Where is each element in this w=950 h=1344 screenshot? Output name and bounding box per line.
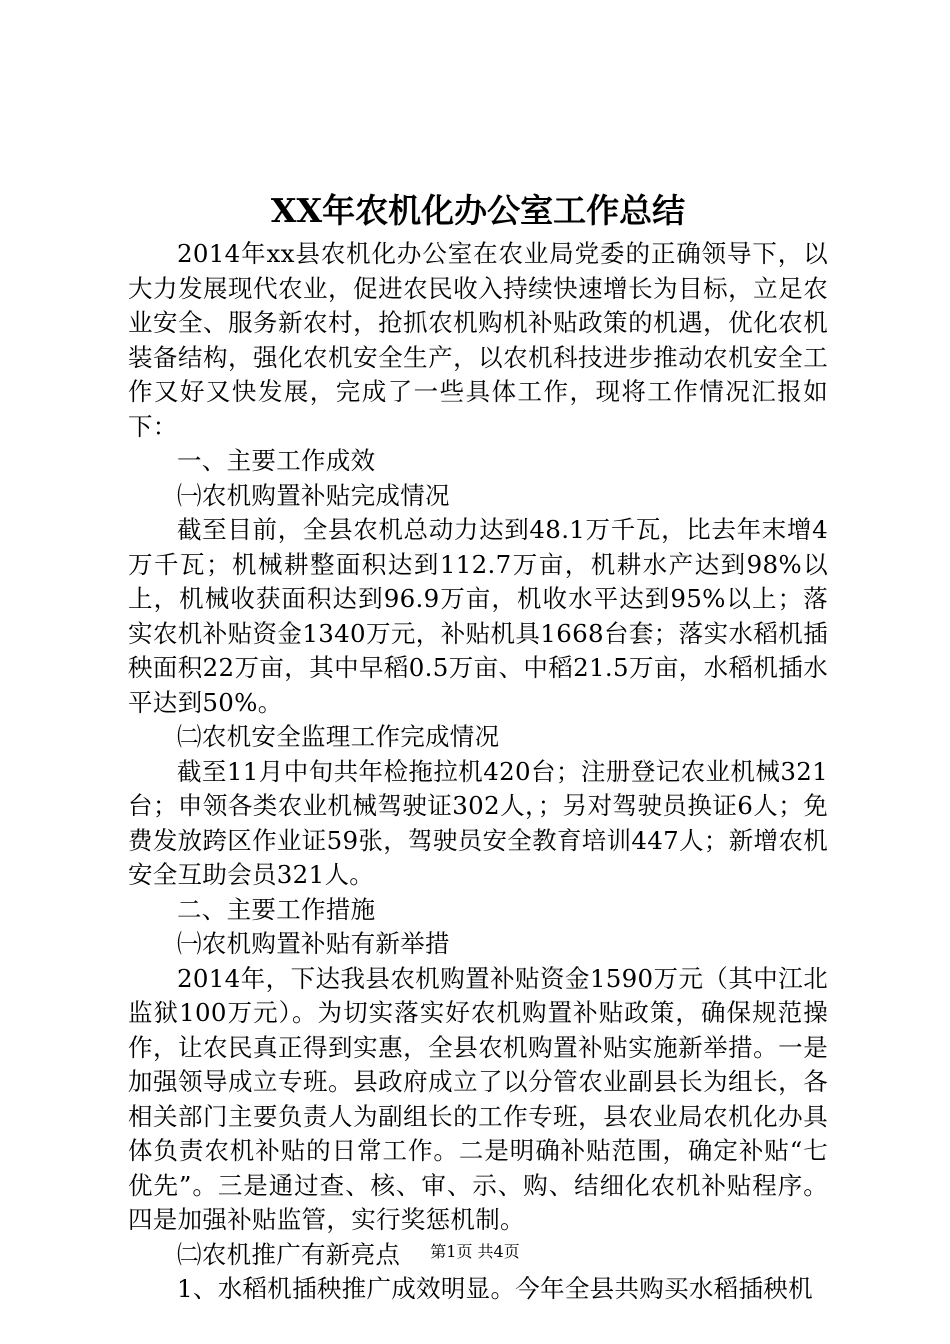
section-heading-2: 二、主要工作措施 (177, 894, 376, 924)
subsection-heading-2-2: ㈡农机推广有新亮点 (177, 1239, 401, 1269)
body-paragraph: 1、水稻机插秧推广成效明显。今年全县共购买水稻插秧机 (177, 1274, 813, 1303)
subsection-heading-1-2: ㈡农机安全监理工作完成情况 (177, 722, 500, 751)
body-paragraph: 2014年，下达我县农机购置补贴资金1590万元（其中江北监狱100万元）。为切实落实好农机购置补贴政策，确保规范操作，让农民真正得到实惠，全县农机购置补贴实施新举措。一是加强领导成立专班。县政府成立了以分管农业副县长为组长，各相关部门主要负责人为副组长的工作专班，县农业局农机化办具体负责农机补贴的日常工作。二是明确补贴范围，确定补贴“七优先”。三是通过查、核、审、示、购、结细化农机补贴程序。四是加强补贴监管，实行奖惩机制。 (128, 963, 829, 1234)
document-title: XX年农机化办公室工作总结 (270, 191, 686, 230)
subsection-heading-1-1: ㈠农机购置补贴完成情况 (177, 480, 450, 510)
section-heading-1: 一、主要工作成效 (177, 446, 376, 475)
subsection-heading-2-1: ㈠农机购置补贴有新举措 (177, 929, 450, 958)
body-paragraph: 截至11月中旬共年检拖拉机420台；注册登记农业机械321台；申领各类农业机械驾驶证302人，；另对驾驶员换证6人；免费发放跨区作业证59张，驾驶员安全教育培训447人；新增农机安全互助会员321人。 (128, 756, 828, 889)
document-body (128, 185, 828, 1307)
intro-paragraph: 2014年xx县农机化办公室在农业局党委的正确领导下，以大力发展现代农业，促进农民收入持续快速增长为目标，立足农业安全、服务新农村，抢抓农机购机补贴政策的机遇，优化农机装备结构，强化农机安全生产，以农机科技进步推动农机安全工作又好又快发展，完成了一些具体工作，现将工作情况汇报如下： (128, 239, 828, 441)
body-paragraph: 截至目前，全县农机总动力达到48.1万千瓦，比去年末增4万千瓦；机械耕整面积达到112.7万亩，机耕水产达到98%以上，机械收获面积达到96.9万亩，机收水平达到95%以上；落实农机补贴资金1340万元，补贴机具1668台套；落实水稻机插秧面积22万亩，其中早稻0.5万亩、中稻21.5万亩，水稻机插水平达到50%。 (128, 515, 828, 717)
page-footer: 第1页 共4页 (430, 1242, 520, 1261)
